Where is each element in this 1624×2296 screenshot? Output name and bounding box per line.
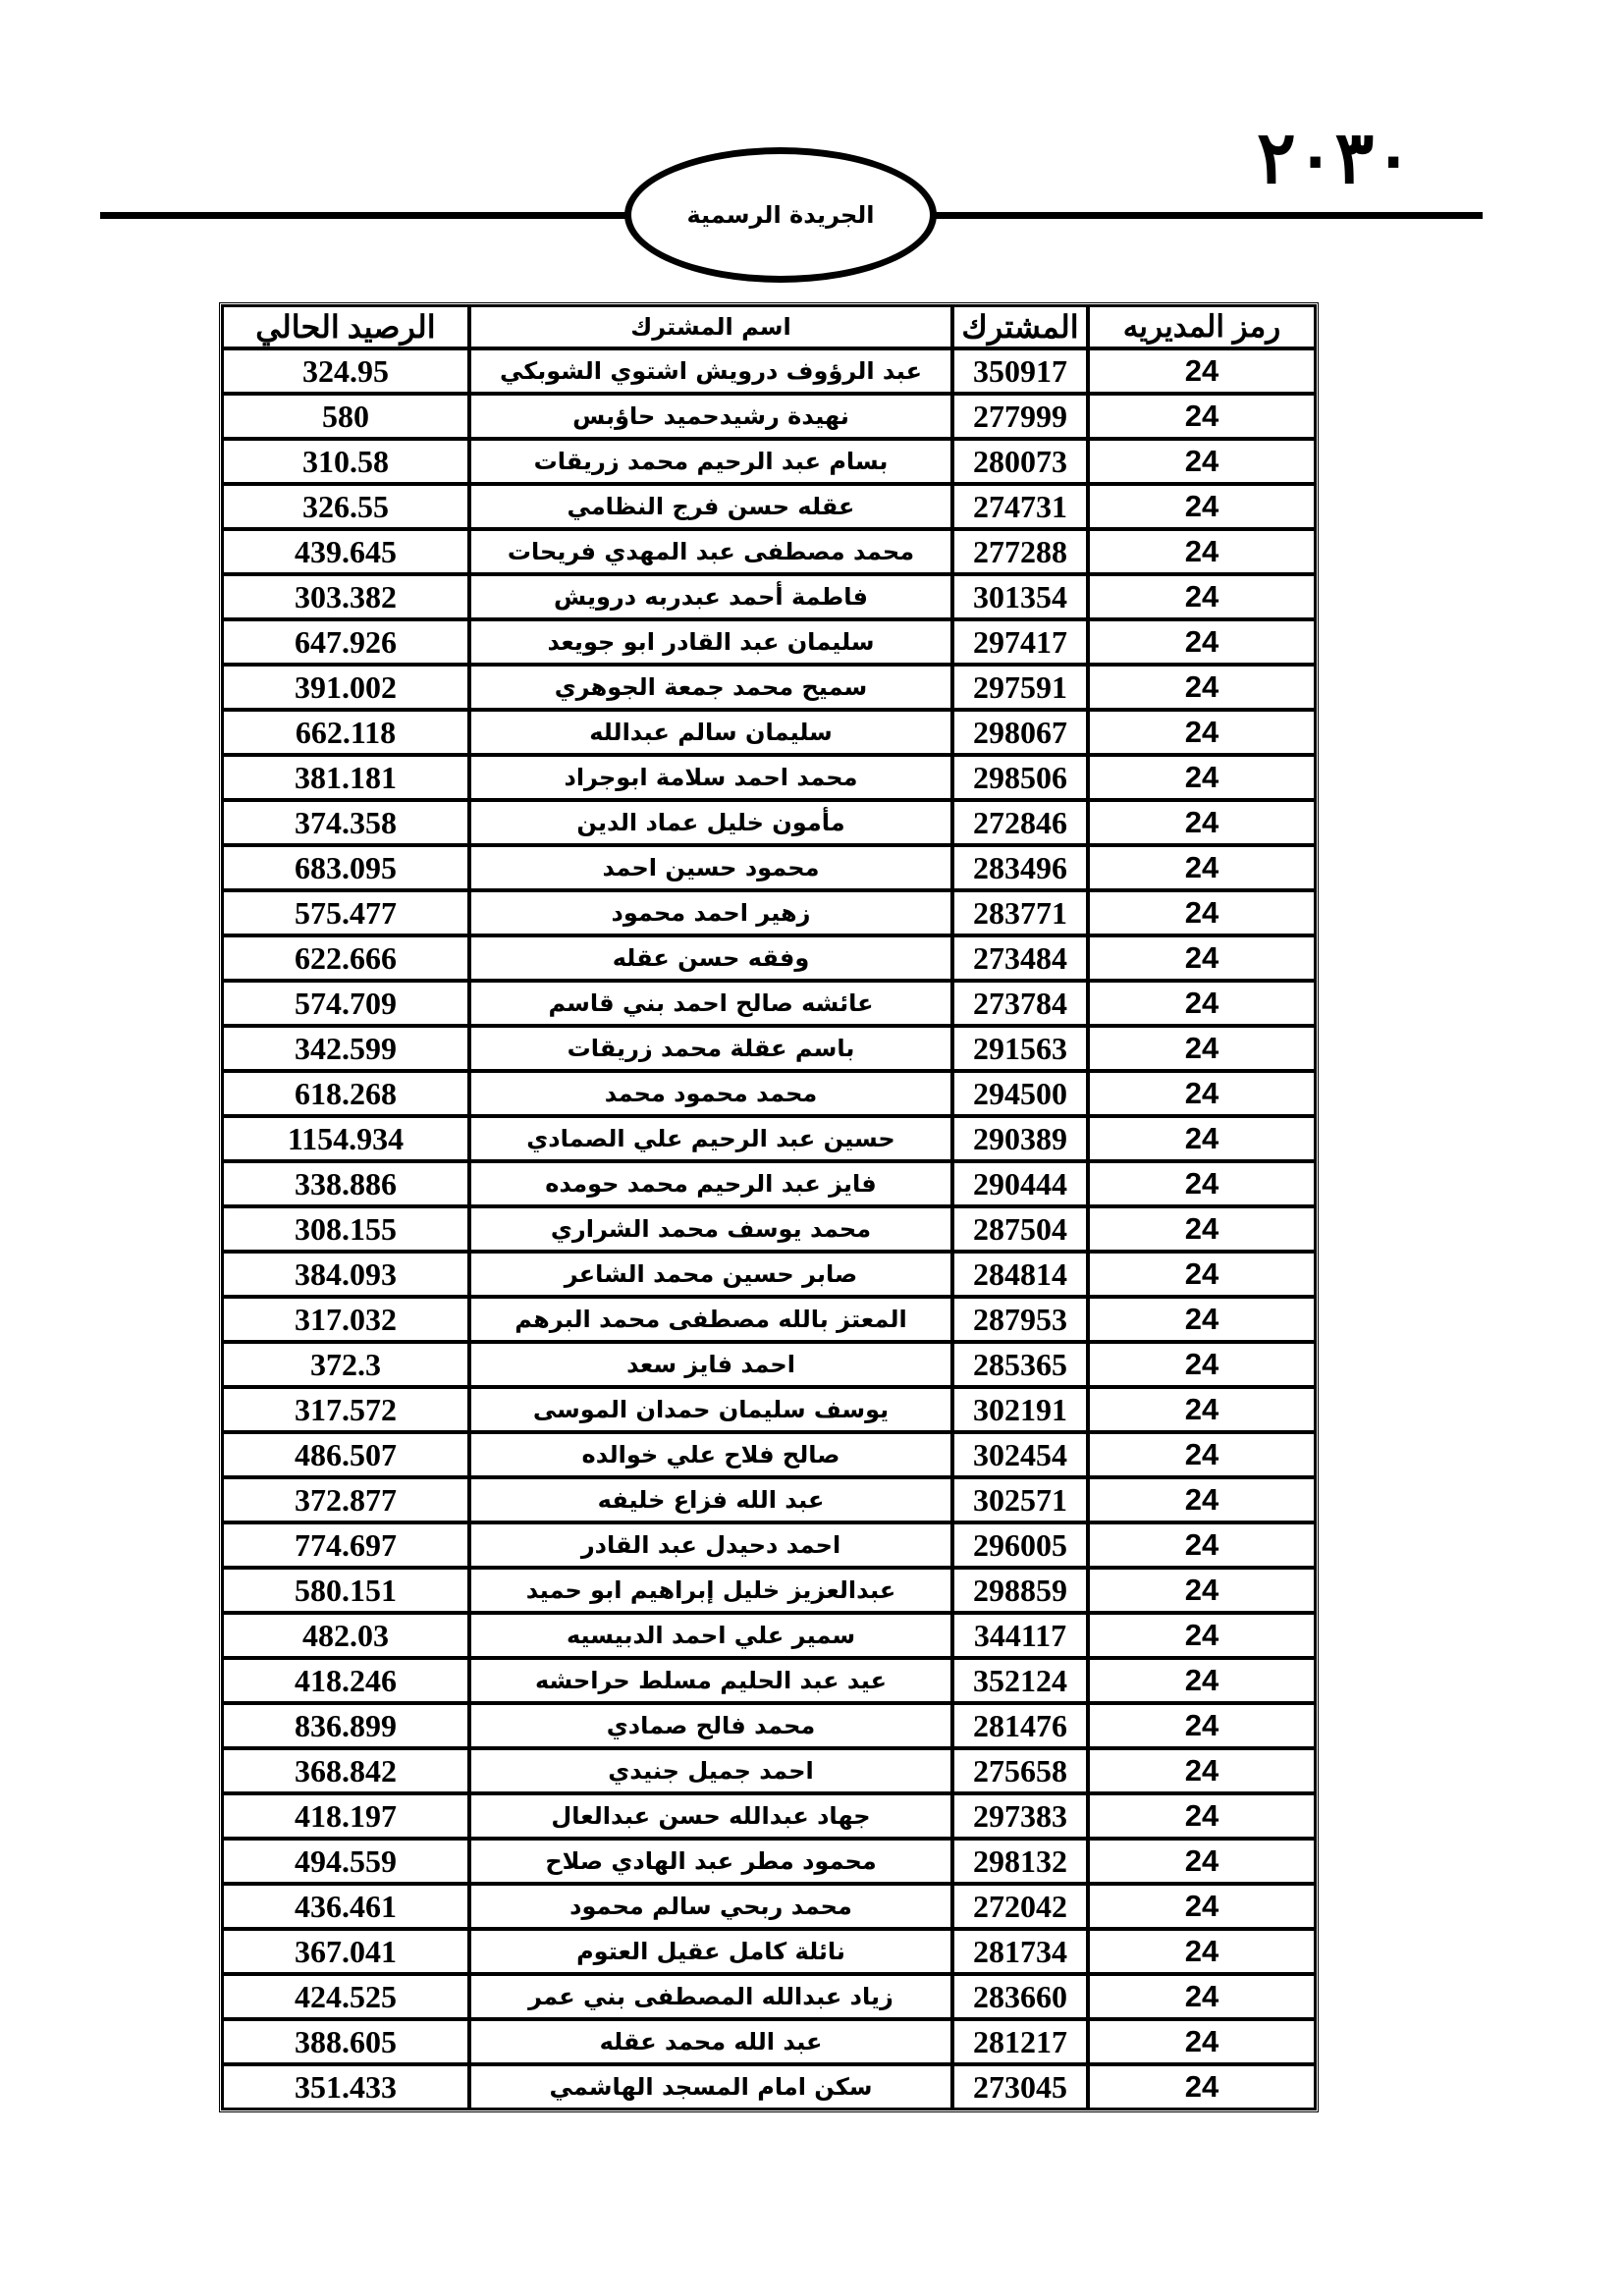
column-header-balance: الرصيد الحالي (222, 305, 469, 348)
subscriber-name-cell: سكن امام المسجد الهاشمي (469, 2064, 952, 2109)
subscriber-name-cell: حسين عبد الرحيم علي الصمادي (469, 1116, 952, 1161)
directorate-code-cell: 24 (1088, 1748, 1316, 1793)
balance-cell: 381.181 (222, 755, 469, 800)
subscriber-number-cell: 352124 (952, 1658, 1088, 1703)
table-row (222, 1477, 1316, 1522)
subscriber-name-cell: عيد عبد الحليم مسلط حراحشه (469, 1658, 952, 1703)
balance-cell: 391.002 (222, 665, 469, 710)
balance-cell: 622.666 (222, 935, 469, 981)
balance-cell: 774.697 (222, 1522, 469, 1568)
subscriber-number-cell: 302571 (952, 1477, 1088, 1522)
subscriber-name-cell: محمد فالح صمادي (469, 1703, 952, 1748)
subscriber-number-cell: 281217 (952, 2019, 1088, 2064)
balance-cell: 418.246 (222, 1658, 469, 1703)
subscriber-name-cell: بسام عبد الرحيم محمد زريقات (469, 439, 952, 484)
subscriber-number-cell: 284814 (952, 1252, 1088, 1297)
column-header-subscriber-name: اسم المشترك (469, 305, 952, 348)
subscriber-name-cell: احمد دحيدل عبد القادر (469, 1522, 952, 1568)
balance-cell: 338.886 (222, 1161, 469, 1206)
balance-cell: 388.605 (222, 2019, 469, 2064)
table-row (222, 529, 1316, 574)
directorate-code-cell: 24 (1088, 1568, 1316, 1613)
directorate-code-cell: 24 (1088, 1206, 1316, 1252)
balance-cell: 418.197 (222, 1793, 469, 1839)
directorate-code-cell: 24 (1088, 2019, 1316, 2064)
directorate-code-cell: 24 (1088, 935, 1316, 981)
directorate-code-cell: 24 (1088, 710, 1316, 755)
balance-cell: 494.559 (222, 1839, 469, 1884)
subscriber-number-cell: 298859 (952, 1568, 1088, 1613)
subscriber-name-cell: وفقه حسن عقله (469, 935, 952, 981)
table-row (222, 935, 1316, 981)
directorate-code-cell: 24 (1088, 1342, 1316, 1387)
directorate-code-cell: 24 (1088, 1974, 1316, 2019)
publication-title: الجريدة الرسمية (686, 201, 875, 229)
subscriber-number-cell: 302191 (952, 1387, 1088, 1432)
table-row (222, 1793, 1316, 1839)
table-row (222, 665, 1316, 710)
table-row (222, 1748, 1316, 1793)
subscriber-number-cell: 287953 (952, 1297, 1088, 1342)
directorate-code-cell: 24 (1088, 1026, 1316, 1071)
table-row (222, 1206, 1316, 1252)
directorate-code-cell: 24 (1088, 484, 1316, 529)
subscriber-name-cell: يوسف سليمان حمدان الموسى (469, 1387, 952, 1432)
balance-cell: 486.507 (222, 1432, 469, 1477)
subscriber-name-cell: فاطمة أحمد عبدربه درويش (469, 574, 952, 619)
subscriber-name-cell: مأمون خليل عماد الدين (469, 800, 952, 845)
directorate-code-cell: 24 (1088, 1387, 1316, 1432)
table-row (222, 1116, 1316, 1161)
subscriber-number-cell: 285365 (952, 1342, 1088, 1387)
table-row (222, 1974, 1316, 2019)
subscriber-name-cell: جهاد عبدالله حسن عبدالعال (469, 1793, 952, 1839)
subscriber-number-cell: 297417 (952, 619, 1088, 665)
table-row (222, 1071, 1316, 1116)
table-row (222, 845, 1316, 890)
subscriber-number-cell: 290444 (952, 1161, 1088, 1206)
balance-cell: 317.032 (222, 1297, 469, 1342)
directorate-code-cell: 24 (1088, 1839, 1316, 1884)
subscriber-name-cell: سميح محمد جمعة الجوهري (469, 665, 952, 710)
directorate-code-cell: 24 (1088, 1613, 1316, 1658)
directorate-code-cell: 24 (1088, 1658, 1316, 1703)
balance-cell: 436.461 (222, 1884, 469, 1929)
balance-cell: 618.268 (222, 1071, 469, 1116)
directorate-code-cell: 24 (1088, 1116, 1316, 1161)
subscriber-number-cell: 283496 (952, 845, 1088, 890)
subscriber-name-cell: محمد ربحي سالم محمود (469, 1884, 952, 1929)
subscriber-name-cell: احمد جميل جنيدي (469, 1748, 952, 1793)
balance-cell: 342.599 (222, 1026, 469, 1071)
directorate-code-cell: 24 (1088, 529, 1316, 574)
table-row (222, 1387, 1316, 1432)
subscriber-name-cell: محمد احمد سلامة ابوجراد (469, 755, 952, 800)
subscriber-name-cell: نائلة كامل عقيل العتوم (469, 1929, 952, 1974)
table-row (222, 800, 1316, 845)
directorate-code-cell: 24 (1088, 1793, 1316, 1839)
subscriber-name-cell: صابر حسين محمد الشاعر (469, 1252, 952, 1297)
subscriber-name-cell: عبد الرؤوف درويش اشتوي الشوبكي (469, 348, 952, 394)
balance-cell: 310.58 (222, 439, 469, 484)
subscriber-number-cell: 277999 (952, 394, 1088, 439)
table-row (222, 1297, 1316, 1342)
directorate-code-cell: 24 (1088, 1477, 1316, 1522)
subscriber-number-cell: 291563 (952, 1026, 1088, 1071)
table-row (222, 1703, 1316, 1748)
directorate-code-cell: 24 (1088, 1161, 1316, 1206)
subscriber-number-cell: 350917 (952, 348, 1088, 394)
balance-cell: 374.358 (222, 800, 469, 845)
subscriber-number-cell: 298067 (952, 710, 1088, 755)
directorate-code-cell: 24 (1088, 2064, 1316, 2109)
directorate-code-cell: 24 (1088, 1929, 1316, 1974)
balance-cell: 351.433 (222, 2064, 469, 2109)
subscriber-number-cell: 287504 (952, 1206, 1088, 1252)
balance-cell: 1154.934 (222, 1116, 469, 1161)
table-row (222, 1026, 1316, 1071)
directorate-code-cell: 24 (1088, 394, 1316, 439)
subscriber-number-cell: 280073 (952, 439, 1088, 484)
subscriber-number-cell: 296005 (952, 1522, 1088, 1568)
subscriber-name-cell: صالح فلاح علي خوالده (469, 1432, 952, 1477)
directorate-code-cell: 24 (1088, 981, 1316, 1026)
table-row (222, 1839, 1316, 1884)
subscriber-number-cell: 283771 (952, 890, 1088, 935)
balance-cell: 439.645 (222, 529, 469, 574)
page-number: ٢٠٣٠ (1257, 116, 1413, 200)
balance-cell: 580 (222, 394, 469, 439)
directorate-code-cell: 24 (1088, 348, 1316, 394)
table-row (222, 1613, 1316, 1658)
table-row (222, 2019, 1316, 2064)
table-row (222, 439, 1316, 484)
directorate-code-cell: 24 (1088, 755, 1316, 800)
subscriber-name-cell: فايز عبد الرحيم محمد حومده (469, 1161, 952, 1206)
subscriber-name-cell: محمد يوسف محمد الشراري (469, 1206, 952, 1252)
table-row (222, 394, 1316, 439)
table-row (222, 1884, 1316, 1929)
table-row (222, 574, 1316, 619)
balance-cell: 384.093 (222, 1252, 469, 1297)
balance-cell: 662.118 (222, 710, 469, 755)
balance-cell: 580.151 (222, 1568, 469, 1613)
directorate-code-cell: 24 (1088, 574, 1316, 619)
subscriber-name-cell: زهير احمد محمود (469, 890, 952, 935)
directorate-code-cell: 24 (1088, 1432, 1316, 1477)
table-header-row (222, 305, 1316, 348)
table-row (222, 348, 1316, 394)
table-row (222, 619, 1316, 665)
table-row (222, 1342, 1316, 1387)
directorate-code-cell: 24 (1088, 1522, 1316, 1568)
column-header-subscriber: المشترك (952, 305, 1088, 348)
directorate-code-cell: 24 (1088, 1703, 1316, 1748)
directorate-code-cell: 24 (1088, 845, 1316, 890)
balance-cell: 424.525 (222, 1974, 469, 2019)
table-row (222, 710, 1316, 755)
subscriber-number-cell: 298132 (952, 1839, 1088, 1884)
table-row (222, 890, 1316, 935)
balance-cell: 372.3 (222, 1342, 469, 1387)
subscriber-name-cell: سليمان سالم عبدالله (469, 710, 952, 755)
publication-oval (624, 147, 937, 283)
subscriber-number-cell: 272846 (952, 800, 1088, 845)
subscriber-number-cell: 275658 (952, 1748, 1088, 1793)
subscriber-name-cell: محمد مصطفى عبد المهدي فريحات (469, 529, 952, 574)
table-row (222, 2064, 1316, 2109)
balance-cell: 324.95 (222, 348, 469, 394)
subscriber-name-cell: محمود حسين احمد (469, 845, 952, 890)
balance-cell: 308.155 (222, 1206, 469, 1252)
subscriber-name-cell: عبد الله فزاع خليفه (469, 1477, 952, 1522)
subscriber-number-cell: 273484 (952, 935, 1088, 981)
directorate-code-cell: 24 (1088, 800, 1316, 845)
subscriber-name-cell: باسم عقلة محمد زريقات (469, 1026, 952, 1071)
subscriber-number-cell: 294500 (952, 1071, 1088, 1116)
subscriber-number-cell: 298506 (952, 755, 1088, 800)
subscriber-number-cell: 274731 (952, 484, 1088, 529)
balance-cell: 647.926 (222, 619, 469, 665)
directorate-code-cell: 24 (1088, 1884, 1316, 1929)
subscriber-name-cell: المعتز بالله مصطفى محمد البرهم (469, 1297, 952, 1342)
subscriber-number-cell: 344117 (952, 1613, 1088, 1658)
table-row (222, 1658, 1316, 1703)
directorate-code-cell: 24 (1088, 1071, 1316, 1116)
table-row (222, 755, 1316, 800)
balance-cell: 368.842 (222, 1748, 469, 1793)
balance-cell: 303.382 (222, 574, 469, 619)
directorate-code-cell: 24 (1088, 1297, 1316, 1342)
subscriber-name-cell: عائشه صالح احمد بني قاسم (469, 981, 952, 1026)
subscriber-name-cell: احمد فايز سعد (469, 1342, 952, 1387)
subscriber-number-cell: 281476 (952, 1703, 1088, 1748)
balance-cell: 372.877 (222, 1477, 469, 1522)
table-row (222, 1252, 1316, 1297)
table-row (222, 1522, 1316, 1568)
subscriber-number-cell: 297591 (952, 665, 1088, 710)
subscriber-name-cell: زياد عبدالله المصطفى بني عمر (469, 1974, 952, 2019)
table-row (222, 981, 1316, 1026)
subscriber-name-cell: عبدالعزيز خليل إبراهيم ابو حميد (469, 1568, 952, 1613)
subscriber-number-cell: 273045 (952, 2064, 1088, 2109)
balance-cell: 574.709 (222, 981, 469, 1026)
subscriber-number-cell: 302454 (952, 1432, 1088, 1477)
directorate-code-cell: 24 (1088, 665, 1316, 710)
subscriber-number-cell: 297383 (952, 1793, 1088, 1839)
balance-cell: 683.095 (222, 845, 469, 890)
subscriber-number-cell: 277288 (952, 529, 1088, 574)
table-row (222, 1432, 1316, 1477)
balance-cell: 836.899 (222, 1703, 469, 1748)
subscriber-name-cell: عقله حسن فرج النظامي (469, 484, 952, 529)
subscriber-number-cell: 272042 (952, 1884, 1088, 1929)
subscriber-name-cell: نهيدة رشيدحميد حاؤبس (469, 394, 952, 439)
balance-cell: 317.572 (222, 1387, 469, 1432)
subscriber-name-cell: محمود مطر عبد الهادي صلاح (469, 1839, 952, 1884)
balance-cell: 575.477 (222, 890, 469, 935)
directorate-code-cell: 24 (1088, 890, 1316, 935)
table-row (222, 1568, 1316, 1613)
subscriber-number-cell: 290389 (952, 1116, 1088, 1161)
balance-cell: 326.55 (222, 484, 469, 529)
subscriber-name-cell: سمير علي احمد الدبيسيه (469, 1613, 952, 1658)
table-row (222, 484, 1316, 529)
subscriber-number-cell: 281734 (952, 1929, 1088, 1974)
table-row (222, 1929, 1316, 1974)
directorate-code-cell: 24 (1088, 439, 1316, 484)
subscriber-name-cell: عبد الله محمد عقله (469, 2019, 952, 2064)
subscriber-number-cell: 283660 (952, 1974, 1088, 2019)
subscriber-number-cell: 301354 (952, 574, 1088, 619)
subscriber-name-cell: محمد محمود محمد (469, 1071, 952, 1116)
column-header-directorate-code: رمز المديريه (1088, 305, 1316, 348)
subscriber-number-cell: 273784 (952, 981, 1088, 1026)
balance-cell: 482.03 (222, 1613, 469, 1658)
directorate-code-cell: 24 (1088, 1252, 1316, 1297)
directorate-code-cell: 24 (1088, 619, 1316, 665)
subscriber-name-cell: سليمان عبد القادر ابو جويعد (469, 619, 952, 665)
subscribers-table (219, 302, 1319, 2112)
balance-cell: 367.041 (222, 1929, 469, 1974)
table-row (222, 1161, 1316, 1206)
